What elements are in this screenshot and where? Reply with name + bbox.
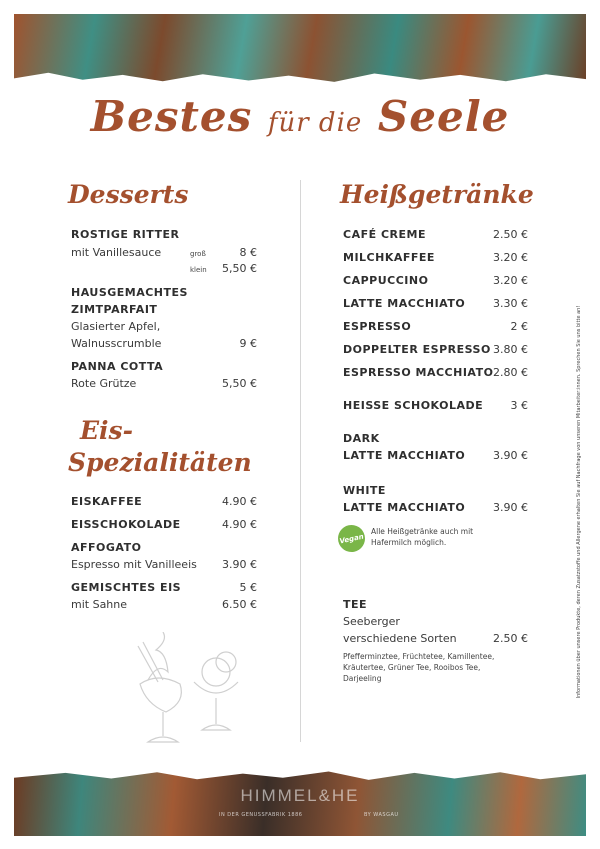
panna-cotta-desc: Rote Grütze	[71, 377, 137, 390]
drink-price-cappuccino: 3.20 €	[493, 274, 528, 287]
page-title: Bestes für die Seele	[90, 92, 510, 141]
eisschokolade-price: 4.90 €	[222, 518, 257, 531]
tee-desc: verschiedene Sorten	[343, 632, 457, 645]
drink-name-espresso-macchiato: ESPRESSO MACCHIATO	[343, 366, 494, 379]
panna-cotta-price: 5,50 €	[222, 377, 257, 390]
drink-price-latte-macchiato: 3.30 €	[493, 297, 528, 310]
white-latte-name-2: LATTE MACCHIATO	[343, 501, 466, 514]
zimtparfait-name-1: HAUSGEMACHTES	[71, 286, 188, 299]
zimtparfait-desc-2: Walnusscrumble	[71, 337, 162, 350]
size-klein-label: klein	[190, 266, 207, 274]
dark-latte-price: 3.90 €	[493, 449, 528, 462]
ice-cream-sketch	[118, 632, 253, 750]
gemischtes-eis-price: 5 €	[239, 581, 257, 594]
drink-name-cafe-creme: CAFÉ CREME	[343, 228, 426, 241]
gemischtes-eis-desc: mit Sahne	[71, 598, 128, 611]
brand-subtitle: IN DER GENUSSFABRIK 1886	[219, 812, 303, 818]
affogato-price: 3.90 €	[222, 558, 257, 571]
drink-price-espresso: 2 €	[510, 320, 528, 333]
eis-heading-2: Spezialitäten	[68, 448, 252, 477]
drink-name-heisse-schokolade: HEISSE SCHOKOLADE	[343, 399, 484, 412]
vegan-note: Alle Heißgetränke auch mit Hafermilch möglich.	[371, 527, 474, 547]
drink-name-doppelter-espresso: DOPPELTER ESPRESSO	[343, 343, 491, 356]
white-latte-name-1: WHITE	[343, 484, 386, 497]
tee-name: TEE	[343, 598, 368, 611]
tee-brand: Seeberger	[343, 615, 400, 628]
drink-price-milchkaffee: 3.20 €	[493, 251, 528, 264]
zimtparfait-price: 9 €	[239, 337, 257, 350]
affogato-name: AFFOGATO	[71, 541, 142, 554]
drink-price-heisse-schokolade: 3 €	[510, 399, 528, 412]
eis-heading-1: Eis-	[80, 416, 134, 445]
zimtparfait-name-2: ZIMTPARFAIT	[71, 303, 158, 316]
rostige-price-gross: 8 €	[239, 246, 257, 259]
affogato-desc: Espresso mit Vanilleeis	[71, 558, 197, 571]
eisschokolade-name: EISSCHOKOLADE	[71, 518, 181, 531]
drink-name-espresso: ESPRESSO	[343, 320, 412, 333]
dark-latte-name-1: DARK	[343, 432, 380, 445]
allergen-side-note: Informationen über unsere Produkte, deren Zusatzstoffe und Allergene erhalten Sie auf Nachfrage von unseren Mitarbeiter:innen. Sprechen Sie uns bitte an!	[576, 305, 582, 699]
desserts-heading: Desserts	[68, 180, 189, 209]
drink-name-latte-macchiato: LATTE MACCHIATO	[343, 297, 466, 310]
drink-price-doppelter-espresso: 3.80 €	[493, 343, 528, 356]
size-gross-label: groß	[190, 250, 206, 258]
column-divider	[300, 180, 301, 742]
drink-name-cappuccino: CAPPUCCINO	[343, 274, 429, 287]
drink-price-espresso-macchiato: 2.80 €	[493, 366, 528, 379]
eiskaffee-name: EISKAFFEE	[71, 495, 143, 508]
drink-price-cafe-creme: 2.50 €	[493, 228, 528, 241]
rostige-ritter-desc: mit Vanillesauce	[71, 246, 162, 259]
heissgetraenke-heading: Heißgetränke	[340, 180, 534, 209]
dark-latte-name-2: LATTE MACCHIATO	[343, 449, 466, 462]
white-latte-price: 3.90 €	[493, 501, 528, 514]
gemischtes-eis-name: GEMISCHTES EIS	[71, 581, 182, 594]
rostige-price-klein: 5,50 €	[222, 262, 257, 275]
eiskaffee-price: 4.90 €	[222, 495, 257, 508]
brand-by: BY WASGAU	[364, 812, 399, 818]
tee-varieties: Pfefferminztee, Früchtetee, Kamillentee, Kräutertee, Grüner Tee, Rooibos Tee, Darjeeling	[343, 652, 495, 683]
gemischtes-eis-sahne-price: 6.50 €	[222, 598, 257, 611]
brand-logo: HIMMEL&HE	[240, 786, 360, 805]
rostige-ritter-name: ROSTIGE RITTER	[71, 228, 180, 241]
panna-cotta-name: PANNA COTTA	[71, 360, 164, 373]
drink-name-milchkaffee: MILCHKAFFEE	[343, 251, 435, 264]
tee-price: 2.50 €	[493, 632, 528, 645]
vegan-badge: Vegan	[335, 522, 367, 554]
bottom-paint-band	[14, 770, 586, 836]
zimtparfait-desc-1: Glasierter Apfel,	[71, 320, 161, 333]
top-paint-band	[14, 14, 586, 82]
